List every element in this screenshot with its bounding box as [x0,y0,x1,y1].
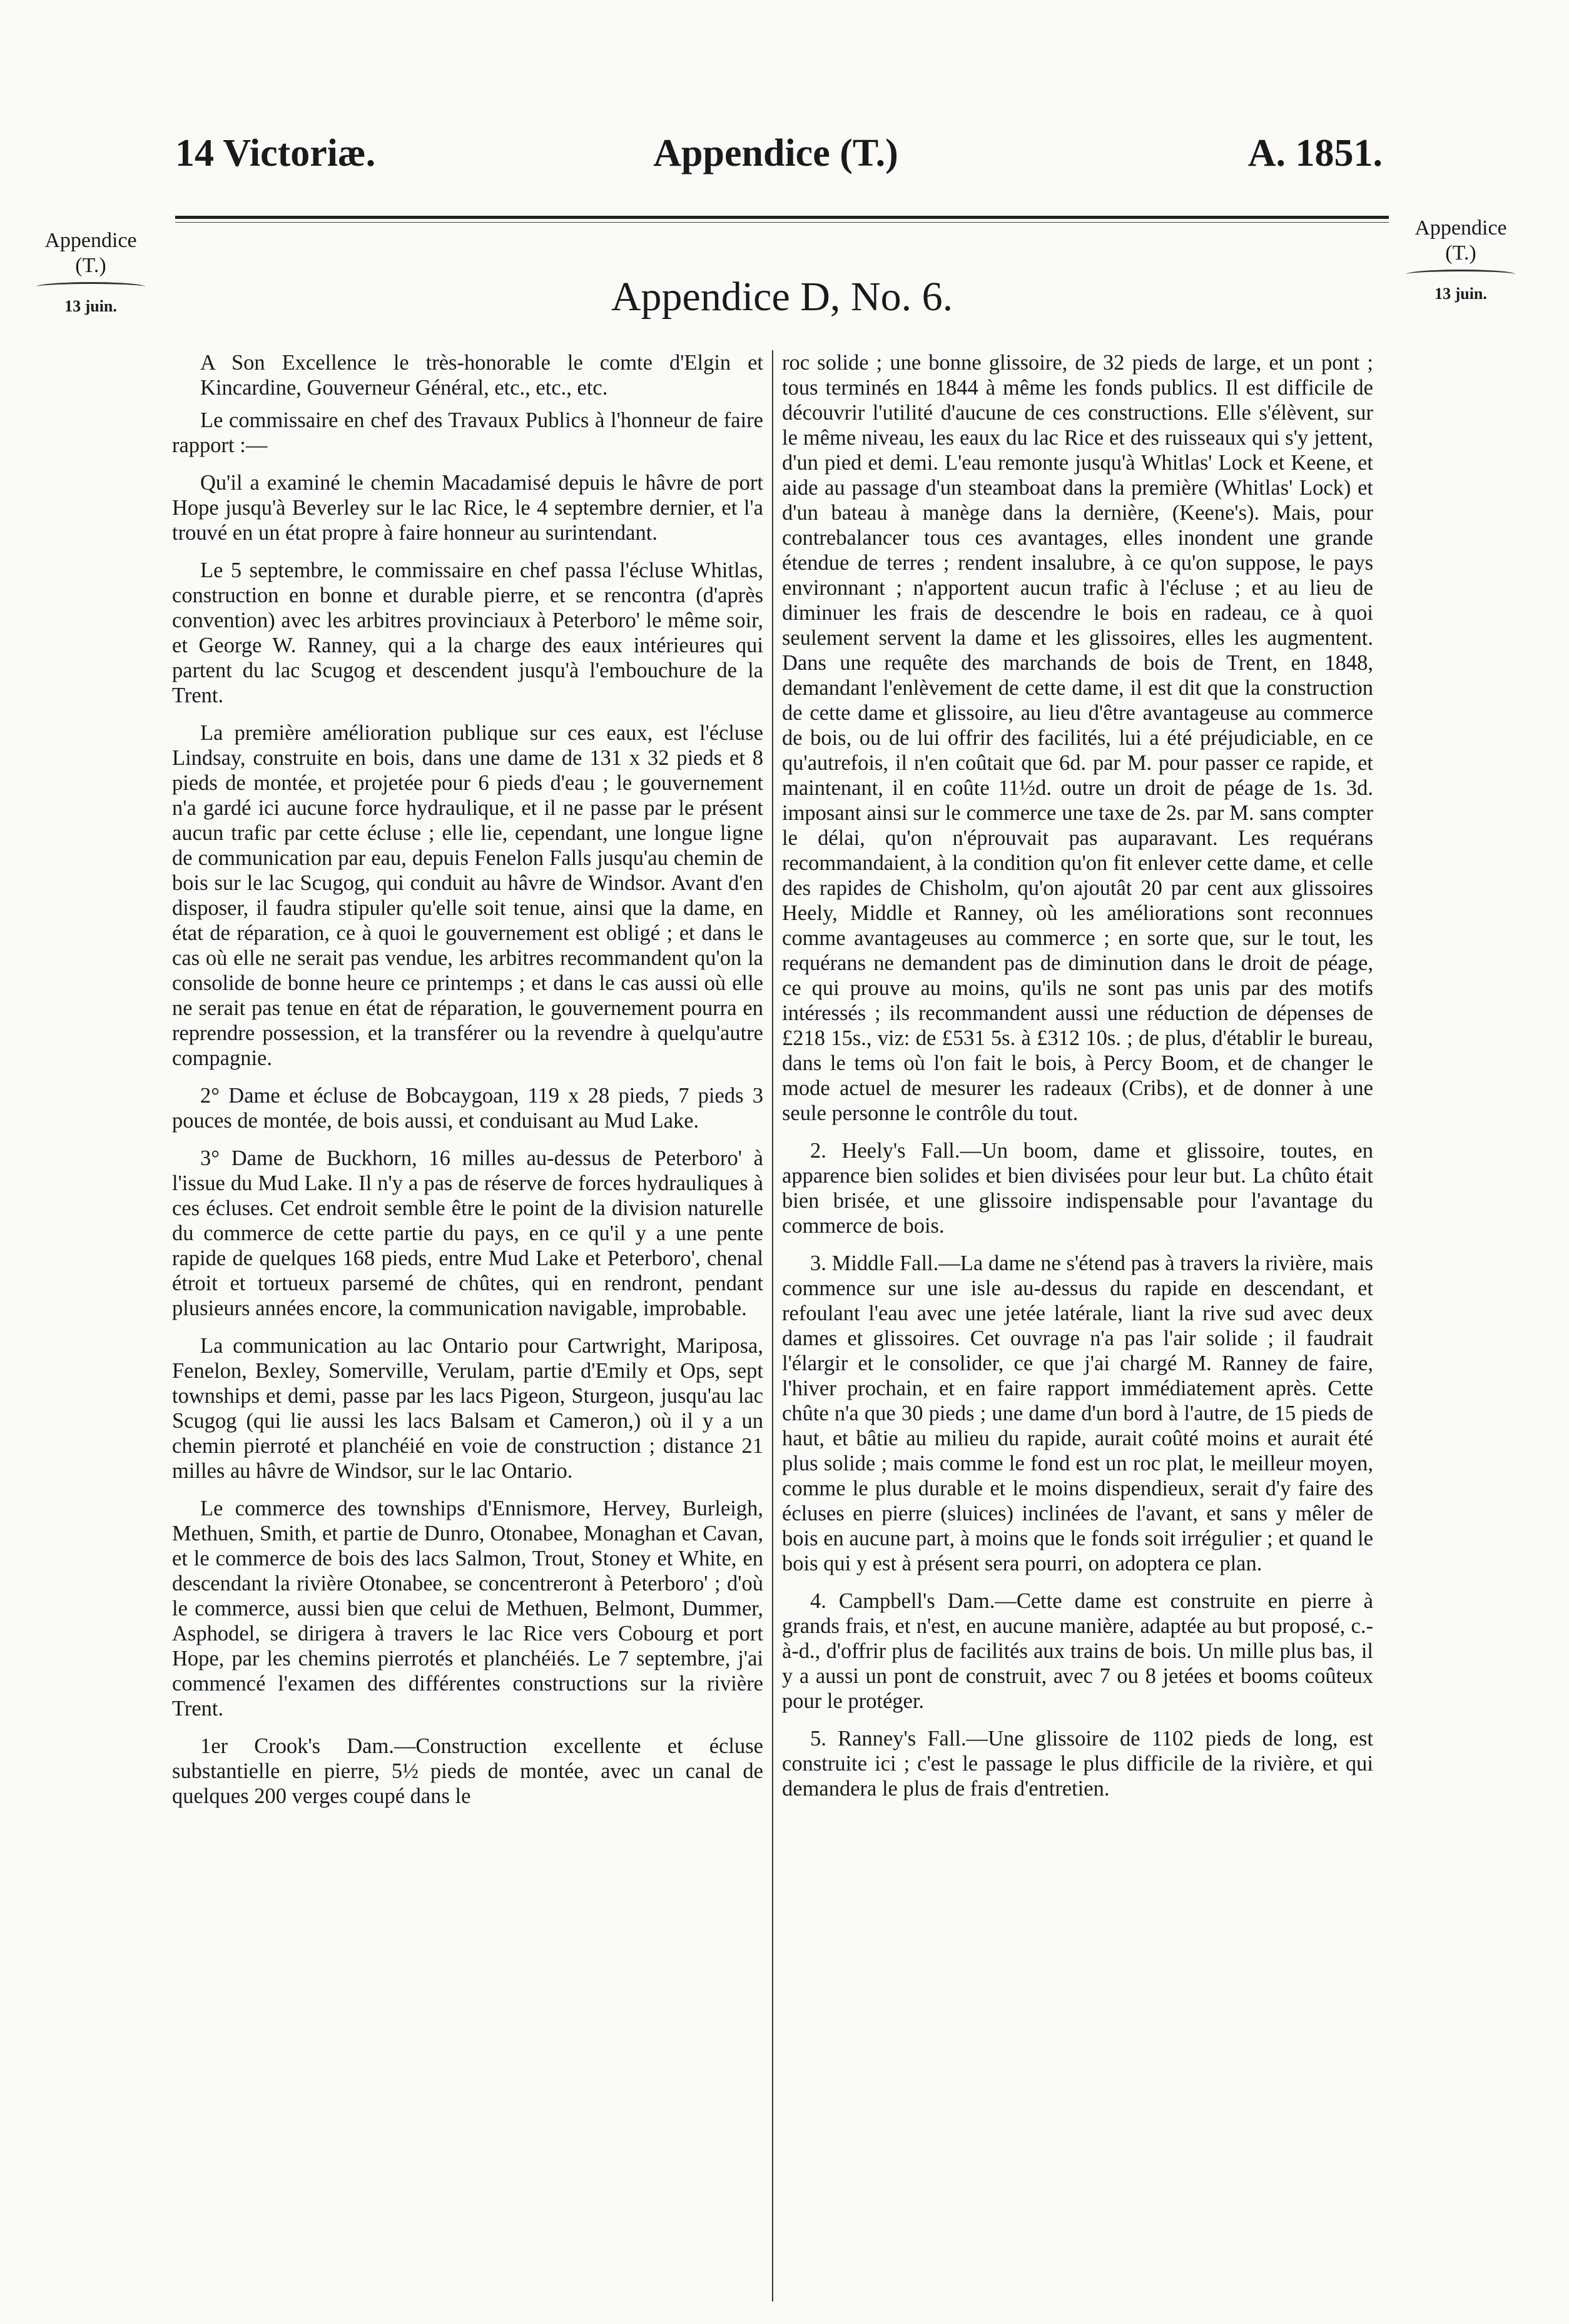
header-rule-thin [175,222,1389,223]
running-head-left: 14 Victoriæ. [175,132,376,174]
margin-note-right [1395,216,1526,306]
running-head-right: A. 1851. [1247,132,1383,174]
paragraph: 2. Heely's Fall.—Un boom, dame et glissoire, toutes, en apparence bien solides et bien divisées pour leur but. La chûto était bien brisée, et une glissoire indispensable pour l'avantage du commerce de bois. [782,1139,1373,1238]
paragraph: roc solide ; une bonne glissoire, de 32 pieds de large, et un pont ; tous terminés en 1844 à même les fonds publics. Il est difficile de découvrir l'utilité d'aucune de ces constructions. Elle s'élèvent, sur le même niveau, les eaux du lac Rice et des ruisseaux qui s'y jettent, d'un pied et demi. L'eau remonte jusqu'à Whitlas' Lock et Keene, et aide au passage d'un steamboat dans la première (Whitlas' Lock) et d'un bateau à manège dans la dernière, (Keene's). Mais, pour contrebalancer tous ces avantages, elles inondent une grande étendue de terres ; rendent insalubre, à ce qu'on suppose, le pays environnant ; n'apportent aucun trafic à l'écluse ; et au lieu de diminuer les frais de descendre le bois en radeau, ce à quoi seulement servent la dame et les glissoires, elles les augmentent. Dans une requête des marchands de bois de Trent, en 1848, demandant l'enlèvement de cette dame, il est dit que la construction de cette dame et glissoire, au lieu d'être avantageuse au commerce de bois, ou de lui offrir des facilités, lui a été préjudiciable, en ce qu'autrefois, il n'en coûtait que 6d. par M. pour passer ce rapide, et maintenant, il en coûte 11½d. outre un droit de péage de 1s. 3d. imposant ainsi sur le commerce une taxe de 2s. par M. sans compter le délai, qu'on n'éprouvait pas auparavant. Les requérans recommandaient, à la condition qu'on fit enlever cette dame, et celle des rapides de Chisholm, qu'on ajoutât 20 par cent aux glissoires Heely, Middle et Ranney, où les améliorations sont reconnues comme avantageuses au commerce ; en sorte que, sur le tout, les requérans ne demandent pas de diminution dans le droit de péage, ce qui prouve au moins, qu'ils ne sont pas unis par des motifs intéressés ; ils recommandent aussi une réduction de dépenses de £218 15s., viz: de £531 5s. à £312 10s. ; de plus, d'établir le bureau, dans le tems où l'on fait le bois, à Percy Boom, et de changer le mode actuel de mesurer les radeaux (Cribs), et de donner à une seule personne le contrôle du tout. [782,351,1373,1125]
margin-note-label: Appendice [1414,216,1507,240]
brace-mark [36,282,145,291]
paragraph: Le 5 septembre, le commissaire en chef passa l'écluse Whitlas, construction en bonne et durable pierre, et se rencontra (d'après convention) avec les arbitres provinciaux à Peterboro' le même soir, et George W. Ranney, qui a la charge des eaux intérieures qui partent du lac Scugog et descendent jusqu'à l'embouchure de la Trent. [172,558,763,707]
paragraph: Qu'il a examiné le chemin Macadamisé depuis le hâvre de port Hope jusqu'à Beverley sur le lac Rice, le 4 septembre dernier, et l'a trouvé en un état propre à faire honneur au surintendant. [172,471,763,545]
running-head-center: Appendice (T.) [653,132,898,174]
paragraph: 3. Middle Fall.—La dame ne s'étend pas à travers la rivière, mais commence sur une isle au-dessus du rapide en descendant, et refoulant l'eau avec une jetée latérale, liant la rive sud avec deux dames et glissoires. Cet ouvrage n'a pas l'air solide ; il faudrait l'élargir et le consolider, ce que j'ai chargé M. Ranney de faire, l'hiver prochain, et en faire rapport immédiatement après. Cette chûte n'a que 30 pieds ; une dame d'un bord à l'autre, de 15 pieds de haut, et bâtie au milieu du rapide, aurait coûté moins et aurait été plus solide ; mais comme le fond est un roc plat, le meilleur moyen, comme le plus durable et le moins dispendieux, serait d'y faire des écluses en pierre (sluices) inclinées de l'avant, et sans y mêler de bois en aucune part, à moins que le fonds soit irrégulier ; et quand le bois qui y est à présent sera pourri, on adoptera ce plan. [782,1251,1373,1575]
paragraph: 1er Crook's Dam.—Construction excellente et écluse substantielle en pierre, 5½ pieds de montée, avec un canal de quelques 200 verges coupé dans le [172,1734,763,1808]
column-divider [772,350,773,2301]
margin-note-label: Appendice [44,229,137,252]
left-column [172,350,763,1821]
running-head [169,125,1383,181]
address-paragraph: A Son Excellence le très-honorable le comte d'Elgin et Kincardine, Gouverneur Général, etc., etc., etc. [200,351,763,400]
margin-note-left [25,228,156,319]
paragraph: 4. Campbell's Dam.—Cette dame est construite en pierre à grands frais, et n'est, en aucune manière, adaptée au but proposé, c.-à-d., d'offrir plus de facilités aux trains de bois. Un mille plus bas, il y a aussi un pont de construit, avec 7 ou 8 jetées et booms coûteux pour le protéger. [782,1589,1373,1713]
paragraph: 3° Dame de Buckhorn, 16 milles au-dessus de Peterboro' à l'issue du Mud Lake. Il n'y a pas de réserve de forces hydrauliques à ces écluses. Cet endroit semble être le point de la division naturelle du commerce de cette partie du pays, en ce qu'il y a une pente rapide de quelques 168 pieds, entre Mud Lake et Peterboro', chenal étroit et tortueux parsemé de chûtes, qui en rendront, pendant plusieurs années encore, la communication navigable, improbable. [172,1146,763,1320]
margin-note-sub: (T.) [75,254,106,277]
paragraph: Le commissaire en chef des Travaux Publics à l'honneur de faire rapport :— [172,408,763,457]
paragraph: 2° Dame et écluse de Bobcaygoan, 119 x 28 pieds, 7 pieds 3 pouces de montée, de bois aussi, et conduisant au Mud Lake. [172,1084,763,1133]
document-title: Appendice D, No. 6. [611,274,953,320]
right-column [782,350,1373,1814]
margin-note-sub: (T.) [1445,241,1476,265]
margin-note-date: 13 juin. [64,297,117,315]
paragraph: 5. Ranney's Fall.—Une glissoire de 1102 pieds de long, est construite ici ; c'est le passage le plus difficile de la rivière, et qui demandera le plus de frais d'entretien. [782,1727,1373,1801]
margin-note-date: 13 juin. [1434,285,1487,303]
paragraph: La première amélioration publique sur ces eaux, est l'écluse Lindsay, construite en bois, dans une dame de 131 x 32 pieds et 8 pieds de montée, et projetée pour 6 pieds d'eau ; le gouvernement n'a gardé ici aucune force hydraulique, et il ne passe par le présent aucun trafic par cette écluse ; elle lie, cependant, une longue ligne de communication par eau, depuis Fenelon Falls jusqu'au chemin de bois sur le lac Scugog, qui conduit au hâvre de Windsor. Avant d'en disposer, il faudra stipuler qu'elle soit tenue, ainsi que la dame, en état de réparation, ce à quoi le gouvernement est obligé ; et dans le cas où elle ne serait pas vendue, les arbitres recommandent qu'on la consolide de bonne heure ce printemps ; et dans le cas aussi où elle ne serait pas tenue en état de réparation, le gouvernement pourra en reprendre possession, et la transférer ou la revendre à quelqu'autre compagnie. [172,721,763,1070]
header-rule [175,216,1389,219]
brace-mark [1406,270,1515,279]
paragraph: Le commerce des townships d'Ennismore, Hervey, Burleigh, Methuen, Smith, et partie de Dunro, Otonabee, Monaghan et Cavan, et le commerce de bois des lacs Salmon, Trout, Stoney et White, en descendant la rivière Otonabee, se concentreront à Peterboro' ; d'où le commerce, aussi bien que celui de Methuen, Belmont, Dummer, Asphodel, se dirigera à travers le lac Rice vers Cobourg et port Hope, par les chemins pierrotés et planchéiés. Le 7 septembre, j'ai commencé l'examen des différentes constructions sur la rivière Trent. [172,1497,763,1720]
paragraph: La communication au lac Ontario pour Cartwright, Mariposa, Fenelon, Bexley, Somerville, Verulam, partie d'Emily et Ops, sept townships et demi, passe par les lacs Pigeon, Sturgeon, jusqu'au lac Scugog (qui lie aussi les lacs Balsam et Cameron,) où il y a un chemin pierroté et planchéié en voie de construction ; distance 21 milles au hâvre de Windsor, sur le lac Ontario. [172,1334,763,1483]
